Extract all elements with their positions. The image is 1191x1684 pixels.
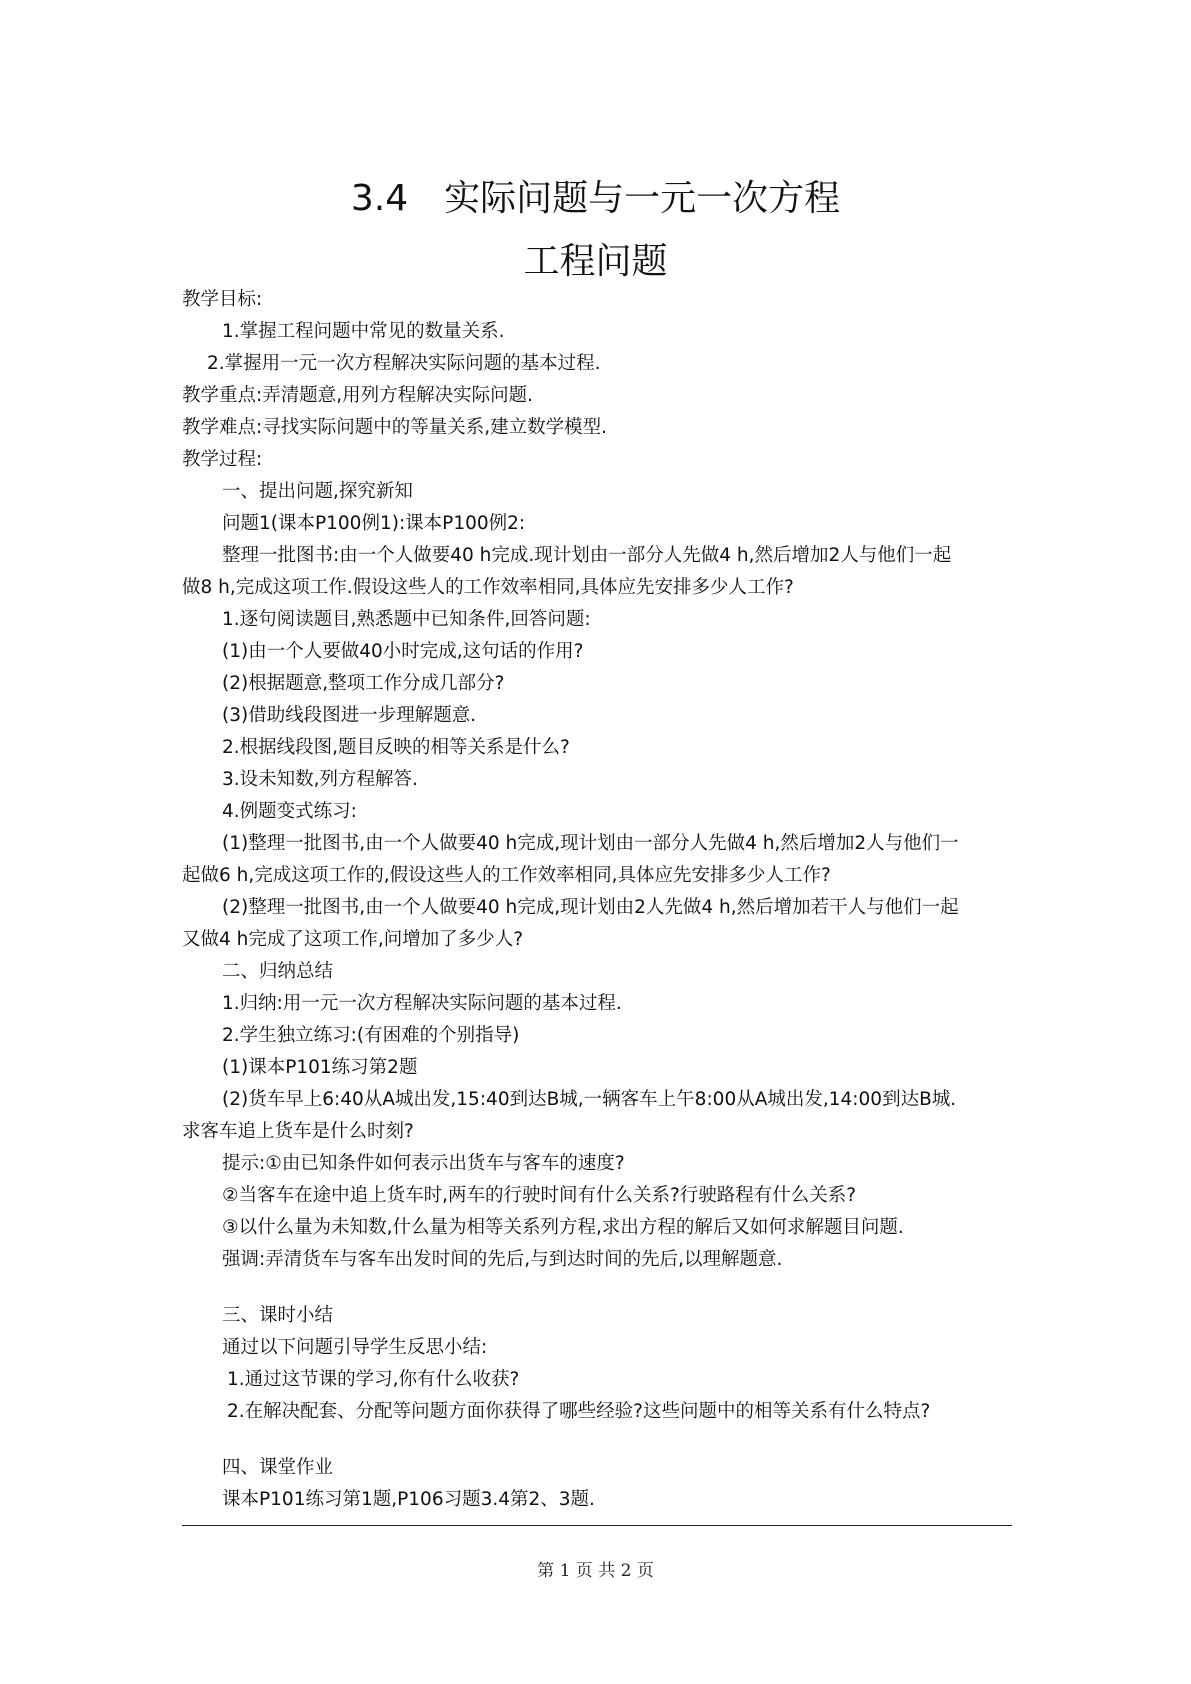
summary-1: 1.归纳:用一元一次方程解决实际问题的基本过程. bbox=[222, 993, 622, 1014]
variant-1-line-2: 起做6 h,完成这项工作的,假设这些人的工作效率相同,具体应先安排多少人工作? bbox=[182, 865, 831, 886]
variant-2-line-1: (2)整理一批图书,由一个人做要40 h完成,现计划由2人先做4 h,然后增加若干人与他们一起 bbox=[222, 897, 959, 918]
reflection-question-1: 1.通过这节课的学习,你有什么收获? bbox=[227, 1369, 520, 1390]
hint-1: 提示:①由已知条件如何表示出货车与客车的速度? bbox=[222, 1153, 625, 1174]
objective-1: 1.掌握工程问题中常见的数量关系. bbox=[222, 321, 505, 342]
emphasis: 强调:弄清货车与客车出发时间的先后,与到达时间的先后,以理解题意. bbox=[222, 1249, 783, 1270]
section-1-heading: 一、提出问题,探究新知 bbox=[222, 481, 413, 502]
section-2-heading: 二、归纳总结 bbox=[222, 961, 334, 982]
difficulty: 教学难点:寻找实际问题中的等量关系,建立数学模型. bbox=[182, 417, 607, 438]
reflection-intro: 通过以下问题引导学生反思小结: bbox=[222, 1337, 488, 1358]
footer-divider bbox=[182, 1525, 1012, 1526]
exercise-2-line-1: (2)货车早上6:40从A城出发,15:40到达B城,一辆客车上午8:00从A城出发,14:00到达B城. bbox=[222, 1089, 957, 1110]
problem-text-line-2: 做8 h,完成这项工作.假设这些人的工作效率相同,具体应先安排多少人工作? bbox=[182, 577, 794, 598]
exercise-2-line-2: 求客车追上货车是什么时刻? bbox=[182, 1121, 414, 1142]
lesson-title: 3.4 实际问题与一元一次方程 bbox=[350, 178, 841, 219]
objective-2: 2.掌握用一元一次方程解决实际问题的基本过程. bbox=[207, 353, 601, 374]
step-4: 4.例题变式练习: bbox=[222, 801, 357, 822]
step-2: 2.根据线段图,题目反映的相等关系是什么? bbox=[222, 737, 570, 758]
problem-text-line-1: 整理一批图书:由一个人做要40 h完成.现计划由一部分人先做4 h,然后增加2人与他们一起 bbox=[222, 545, 952, 566]
reflection-question-2: 2.在解决配套、分配等问题方面你获得了哪些经验?这些问题中的相等关系有什么特点? bbox=[227, 1401, 931, 1422]
process-heading: 教学过程: bbox=[182, 449, 263, 470]
lesson-subtitle: 工程问题 bbox=[523, 241, 668, 282]
question-1: (1)由一个人要做40小时完成,这句话的作用? bbox=[222, 641, 584, 662]
step-3: 3.设未知数,列方程解答. bbox=[222, 769, 418, 790]
section-3-heading: 三、课时小结 bbox=[222, 1305, 334, 1326]
section-4-heading: 四、课堂作业 bbox=[222, 1457, 334, 1478]
objectives-heading: 教学目标: bbox=[182, 289, 263, 310]
question-3: (3)借助线段图进一步理解题意. bbox=[222, 705, 477, 726]
step-1: 1.逐句阅读题目,熟悉题中已知条件,回答问题: bbox=[222, 609, 591, 630]
summary-2: 2.学生独立练习:(有困难的个别指导) bbox=[222, 1025, 520, 1046]
question-2: (2)根据题意,整项工作分成几部分? bbox=[222, 673, 505, 694]
key-point: 教学重点:弄清题意,用列方程解决实际问题. bbox=[182, 385, 533, 406]
hint-2: ②当客车在途中追上货车时,两车的行驶时间有什么关系?行驶路程有什么关系? bbox=[222, 1185, 857, 1206]
problem-1-label: 问题1(课本P100例1):课本P100例2: bbox=[222, 513, 526, 534]
variant-1-line-1: (1)整理一批图书,由一个人做要40 h完成,现计划由一部分人先做4 h,然后增加2人与他们一 bbox=[222, 833, 959, 854]
variant-2-line-2: 又做4 h完成了这项工作,问增加了多少人? bbox=[182, 929, 524, 950]
hint-3: ③以什么量为未知数,什么量为相等关系列方程,求出方程的解后又如何求解题目问题. bbox=[222, 1217, 904, 1238]
homework: 课本P101练习第1题,P106习题3.4第2、3题. bbox=[222, 1489, 595, 1510]
exercise-1: (1)课本P101练习第2题 bbox=[222, 1057, 418, 1078]
page-number: 第 1 页 共 2 页 bbox=[537, 1561, 654, 1581]
